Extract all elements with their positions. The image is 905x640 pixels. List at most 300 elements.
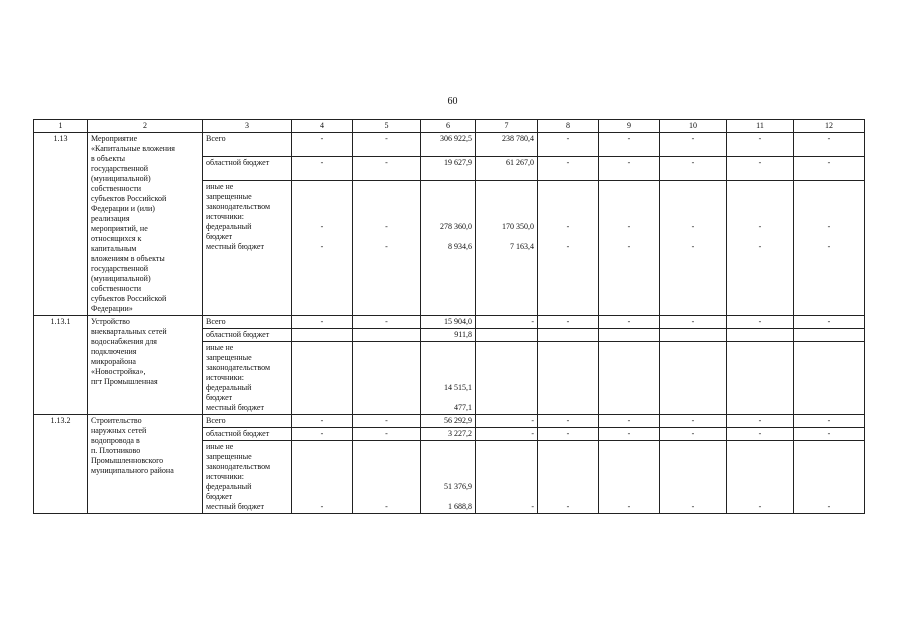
header-cell: 12 — [794, 120, 865, 133]
value-cell — [660, 342, 727, 415]
spacer-line — [424, 232, 472, 242]
federal-value: - — [827, 222, 831, 232]
item-name-line: подключения — [91, 347, 137, 356]
spacer-line — [797, 182, 861, 192]
local-value: - — [827, 242, 831, 252]
spacer-line — [602, 363, 656, 373]
value-cell — [292, 181, 353, 316]
value-cell — [476, 441, 538, 514]
value-cell — [660, 329, 727, 342]
spacer-line — [356, 202, 417, 212]
local-value: - — [827, 502, 831, 511]
local-value: 1 688,8 — [448, 502, 472, 511]
source-label-line: федеральный — [206, 222, 252, 232]
value-cell — [292, 329, 353, 342]
source-label-line: местный бюджет — [206, 502, 264, 511]
value-cell — [292, 342, 353, 415]
source-label-line: бюджет — [206, 393, 233, 402]
item-name-line: водоснабжения для — [91, 337, 157, 346]
spacer-line — [730, 202, 790, 212]
spacer-line — [295, 202, 349, 212]
value-cell: - — [727, 415, 794, 428]
federal-value — [797, 383, 861, 393]
value-cell: - — [353, 133, 421, 157]
item-name-line: относящихся к — [91, 234, 142, 243]
federal-value: 278 360,0 — [440, 222, 472, 232]
federal-value — [479, 482, 534, 492]
local-value — [602, 403, 656, 413]
value-cell: - — [538, 316, 599, 329]
value-cell — [599, 342, 660, 415]
spacer-line — [479, 393, 534, 403]
header-cell: 1 — [34, 120, 88, 133]
value-cell — [476, 329, 538, 342]
value-cell: - — [292, 133, 353, 157]
spacer-line — [479, 182, 534, 192]
spacer-line — [730, 492, 790, 502]
value-cell: - — [538, 133, 599, 157]
value-cell — [794, 342, 865, 415]
value-cell: - — [538, 415, 599, 428]
federal-value: 14 515,1 — [444, 383, 472, 392]
spacer-line — [424, 343, 472, 353]
value-cell: 56 292,9 — [421, 415, 476, 428]
value-cell — [421, 441, 476, 514]
item-name-line: мероприятий, не — [91, 224, 148, 233]
source-label-line: законодательством — [206, 363, 271, 372]
spacer-line — [295, 212, 349, 222]
local-value: - — [758, 502, 762, 511]
spacer-line — [295, 353, 349, 363]
table-row — [34, 133, 865, 157]
spacer-line — [479, 363, 534, 373]
value-cell — [794, 441, 865, 514]
local-value: - — [627, 502, 631, 511]
spacer-line — [541, 212, 595, 222]
value-cell: - — [599, 157, 660, 181]
local-value — [356, 403, 417, 413]
source-label-line: местный бюджет — [206, 242, 264, 252]
item-name — [88, 133, 203, 316]
spacer-line — [541, 442, 595, 452]
value-cell: - — [353, 415, 421, 428]
item-name-line: микрорайона — [91, 357, 136, 366]
value-cell: - — [292, 428, 353, 441]
spacer-line — [295, 373, 349, 383]
spacer-line — [424, 212, 472, 222]
value-cell: - — [599, 415, 660, 428]
header-cell: 2 — [88, 120, 203, 133]
source-label-line: источники: — [206, 472, 244, 481]
value-cell: 306 922,5 — [421, 133, 476, 157]
header-cell: 6 — [421, 120, 476, 133]
value-cell: - — [660, 428, 727, 441]
federal-value: 170 350,0 — [502, 222, 534, 232]
federal-value: - — [320, 222, 324, 232]
value-cell: - — [292, 415, 353, 428]
local-value: - — [691, 242, 695, 252]
spacer-line — [663, 363, 723, 373]
spacer-line — [730, 373, 790, 383]
spacer-line — [479, 232, 534, 242]
value-cell: - — [292, 316, 353, 329]
spacer-line — [797, 393, 861, 403]
federal-value — [730, 482, 790, 492]
value-cell: - — [660, 316, 727, 329]
spacer-line — [424, 442, 472, 452]
page-number: 60 — [447, 96, 458, 107]
value-cell — [421, 181, 476, 316]
value-cell: - — [660, 157, 727, 181]
value-cell: 19 627,9 — [421, 157, 476, 181]
spacer-line — [295, 182, 349, 192]
spacer-line — [541, 202, 595, 212]
spacer-line — [663, 472, 723, 482]
item-name-line: (муниципальной) — [91, 274, 151, 283]
value-cell: - — [476, 428, 538, 441]
value-cell — [727, 342, 794, 415]
source-label-line: местный бюджет — [206, 403, 264, 412]
federal-value — [541, 383, 595, 393]
value-cell: - — [353, 316, 421, 329]
value-cell: - — [353, 428, 421, 441]
item-name-line: Мероприятие — [91, 134, 138, 143]
spacer-line — [663, 192, 723, 202]
local-value: - — [758, 242, 762, 252]
federal-value — [663, 482, 723, 492]
item-name-line: пгт Промышленная — [91, 377, 158, 386]
item-name — [88, 415, 203, 514]
value-cell — [476, 342, 538, 415]
source-label-line: федеральный — [206, 383, 252, 392]
federal-value: - — [385, 222, 388, 232]
value-cell: - — [794, 157, 865, 181]
federal-value — [730, 383, 790, 393]
local-value — [730, 403, 790, 413]
spacer-line — [356, 192, 417, 202]
value-cell: - — [727, 157, 794, 181]
spacer-line — [602, 393, 656, 403]
spacer-line — [479, 442, 534, 452]
value-cell: - — [599, 428, 660, 441]
spacer-line — [602, 343, 656, 353]
value-cell: - — [599, 316, 660, 329]
item-name-line: субъектов Российской — [91, 194, 167, 203]
spacer-line — [663, 212, 723, 222]
local-value: 477,1 — [454, 403, 472, 412]
item-code: 1.13 — [34, 133, 88, 316]
spacer-line — [424, 373, 472, 383]
value-cell: 3 227,2 — [421, 428, 476, 441]
local-value — [479, 403, 534, 413]
spacer-line — [424, 192, 472, 202]
spacer-line — [797, 353, 861, 363]
source-label-line: бюджет — [206, 232, 233, 242]
federal-value — [541, 482, 595, 492]
item-name-line: государственной — [91, 264, 149, 273]
spacer-line — [356, 373, 417, 383]
value-cell: - — [660, 133, 727, 157]
spacer-line — [730, 232, 790, 242]
spacer-line — [356, 452, 417, 462]
local-value: - — [385, 502, 388, 511]
spacer-line — [663, 373, 723, 383]
spacer-line — [295, 442, 349, 452]
spacer-line — [541, 462, 595, 472]
spacer-line — [797, 212, 861, 222]
federal-value: 51 376,9 — [444, 482, 472, 491]
value-cell: - — [794, 428, 865, 441]
federal-value — [663, 383, 723, 393]
local-value: - — [627, 242, 631, 252]
spacer-line — [797, 343, 861, 353]
federal-value: - — [566, 222, 570, 232]
source-label-line: запрещенные — [206, 353, 252, 362]
spacer-line — [730, 472, 790, 482]
source-label-line: иные не — [206, 182, 234, 192]
value-cell: 15 904,0 — [421, 316, 476, 329]
spacer-line — [541, 232, 595, 242]
spacer-line — [479, 492, 534, 502]
local-value — [295, 403, 349, 413]
value-cell — [660, 181, 727, 316]
value-cell: - — [794, 133, 865, 157]
header-cell: 11 — [727, 120, 794, 133]
value-cell: - — [538, 157, 599, 181]
value-cell — [353, 441, 421, 514]
value-cell — [538, 441, 599, 514]
spacer-line — [663, 442, 723, 452]
spacer-line — [797, 442, 861, 452]
spacer-line — [295, 232, 349, 242]
spacer-line — [541, 343, 595, 353]
spacer-line — [356, 182, 417, 192]
item-name-line: Промышленновского — [91, 456, 164, 465]
value-cell — [794, 181, 865, 316]
header-cell: 3 — [203, 120, 292, 133]
source-label-group — [203, 181, 292, 316]
header-cell: 8 — [538, 120, 599, 133]
spacer-line — [602, 353, 656, 363]
spacer-line — [356, 232, 417, 242]
value-cell — [727, 329, 794, 342]
value-cell: - — [476, 415, 538, 428]
local-value: 7 163,4 — [510, 242, 534, 252]
value-cell: - — [660, 415, 727, 428]
source-label-line: источники: — [206, 212, 244, 222]
source-label-line: иные не — [206, 442, 234, 451]
value-cell: - — [727, 133, 794, 157]
spacer-line — [356, 212, 417, 222]
source-label: Всего — [203, 133, 292, 157]
item-name-line: вложениям в объекты — [91, 254, 165, 263]
header-cell: 10 — [660, 120, 727, 133]
item-name-line: «Новостройка», — [91, 367, 146, 376]
header-cell: 9 — [599, 120, 660, 133]
value-cell: - — [794, 316, 865, 329]
value-cell — [599, 181, 660, 316]
spacer-line — [295, 343, 349, 353]
spacer-line — [663, 462, 723, 472]
spacer-line — [295, 363, 349, 373]
value-cell — [292, 441, 353, 514]
spacer-line — [541, 363, 595, 373]
source-label-line: иные не — [206, 343, 234, 352]
source-label: Всего — [203, 316, 292, 329]
spacer-line — [730, 212, 790, 222]
spacer-line — [730, 363, 790, 373]
value-cell: - — [794, 415, 865, 428]
spacer-line — [356, 343, 417, 353]
spacer-line — [730, 353, 790, 363]
value-cell — [599, 441, 660, 514]
item-name-line: собственности — [91, 284, 142, 293]
spacer-line — [797, 452, 861, 462]
item-name-line: Федерации и (или) — [91, 204, 155, 213]
spacer-line — [602, 373, 656, 383]
value-cell — [538, 181, 599, 316]
federal-value — [602, 383, 656, 393]
federal-value — [797, 482, 861, 492]
spacer-line — [541, 452, 595, 462]
spacer-line — [295, 452, 349, 462]
spacer-line — [479, 452, 534, 462]
spacer-line — [356, 353, 417, 363]
value-cell — [476, 181, 538, 316]
spacer-line — [541, 472, 595, 482]
spacer-line — [663, 182, 723, 192]
spacer-line — [730, 442, 790, 452]
spacer-line — [663, 343, 723, 353]
spacer-line — [295, 192, 349, 202]
item-name-line: в объекты — [91, 154, 125, 163]
value-cell: - — [292, 157, 353, 181]
value-cell: - — [538, 428, 599, 441]
spacer-line — [541, 492, 595, 502]
spacer-line — [730, 462, 790, 472]
local-value: - — [566, 502, 570, 511]
spacer-line — [663, 393, 723, 403]
source-label: областной бюджет — [203, 329, 292, 342]
item-name-line: реализация — [91, 214, 130, 223]
spacer-line — [424, 462, 472, 472]
value-cell: 61 267,0 — [476, 157, 538, 181]
local-value: - — [385, 242, 388, 252]
source-label-line: федеральный — [206, 482, 252, 491]
item-name-line: Устройство — [91, 317, 130, 326]
item-name-line: «Капитальные вложения — [91, 144, 175, 153]
source-label-group — [203, 441, 292, 514]
value-cell — [538, 329, 599, 342]
item-name-line: Строительство — [91, 416, 142, 425]
header-cell: 5 — [353, 120, 421, 133]
spacer-line — [602, 202, 656, 212]
source-label: областной бюджет — [203, 157, 292, 181]
value-cell: - — [353, 157, 421, 181]
federal-value — [295, 383, 349, 393]
spacer-line — [479, 373, 534, 383]
local-value: - — [531, 502, 534, 511]
spacer-line — [541, 182, 595, 192]
value-cell — [421, 342, 476, 415]
spacer-line — [295, 393, 349, 403]
spacer-line — [295, 492, 349, 502]
federal-value — [602, 482, 656, 492]
spacer-line — [479, 353, 534, 363]
spacer-line — [424, 353, 472, 363]
local-value: 8 934,6 — [448, 242, 472, 252]
spacer-line — [541, 192, 595, 202]
value-cell — [660, 441, 727, 514]
spacer-line — [602, 212, 656, 222]
source-label: областной бюджет — [203, 428, 292, 441]
spacer-line — [602, 492, 656, 502]
source-label-line: законодательством — [206, 462, 271, 471]
source-label-line: запрещенные — [206, 192, 252, 202]
spacer-line — [602, 192, 656, 202]
spacer-line — [797, 373, 861, 383]
spacer-line — [797, 492, 861, 502]
table-body — [34, 120, 865, 514]
spacer-line — [602, 232, 656, 242]
item-code: 1.13.1 — [34, 316, 88, 415]
item-name-line: Федерации» — [91, 304, 133, 313]
table-row — [34, 415, 865, 428]
spacer-line — [602, 182, 656, 192]
value-cell — [727, 181, 794, 316]
federal-value — [295, 482, 349, 492]
spacer-line — [541, 353, 595, 363]
spacer-line — [479, 202, 534, 212]
budget-table — [33, 119, 865, 514]
header-cell: 4 — [292, 120, 353, 133]
value-cell: - — [476, 316, 538, 329]
spacer-line — [797, 192, 861, 202]
spacer-line — [602, 452, 656, 462]
header-row — [34, 120, 865, 133]
federal-value: - — [691, 222, 695, 232]
spacer-line — [356, 462, 417, 472]
spacer-line — [356, 393, 417, 403]
item-name-line: муниципального района — [91, 466, 174, 475]
spacer-line — [797, 472, 861, 482]
federal-value — [356, 383, 417, 393]
spacer-line — [663, 353, 723, 363]
local-value: - — [320, 502, 324, 511]
spacer-line — [541, 393, 595, 403]
spacer-line — [424, 202, 472, 212]
value-cell — [794, 329, 865, 342]
spacer-line — [295, 462, 349, 472]
value-cell — [353, 342, 421, 415]
value-cell — [599, 329, 660, 342]
local-value — [797, 403, 861, 413]
value-cell: 911,8 — [421, 329, 476, 342]
spacer-line — [479, 192, 534, 202]
spacer-line — [730, 192, 790, 202]
spacer-line — [479, 343, 534, 353]
spacer-line — [663, 492, 723, 502]
spacer-line — [663, 232, 723, 242]
item-name-line: внеквартальных сетей — [91, 327, 167, 336]
source-label-group — [203, 342, 292, 415]
value-cell: - — [727, 428, 794, 441]
item-name-line: (муниципальной) — [91, 174, 151, 183]
item-name-line: государственной — [91, 164, 149, 173]
local-value — [663, 403, 723, 413]
spacer-line — [797, 462, 861, 472]
spacer-line — [730, 343, 790, 353]
